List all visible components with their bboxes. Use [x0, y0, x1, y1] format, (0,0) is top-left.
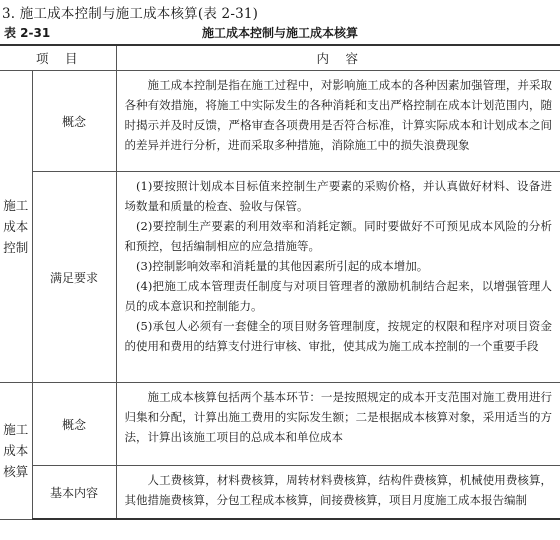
requirement-item: (5)承包人必须有一套健全的项目财务管理制度，按规定的权限和程序对项目资金的使用和费用的结算支付进行审核、审批，使其成为施工成本控制的一个重要手段: [124, 319, 553, 353]
category-accounting: [0, 383, 32, 520]
requirement-item: (4)把施工成本管理责任制度与对项目管理者的激励机制结合起来，以增强管理人员的成本意识和控制能力。: [124, 279, 553, 313]
requirement-item: (3)控制影响效率和消耗量的其他因素所引起的成本增加。: [136, 259, 429, 273]
control-concept-cell: [116, 71, 560, 172]
category-control: [0, 71, 32, 383]
control-requirements-cell: [116, 172, 560, 383]
cost-table: [0, 44, 560, 520]
control-concept-text: 施工成本控制是指在施工过程中，对影响施工成本的各种因素加强管理，并采取各种有效措施，将施工中实际发生的各种消耗和支出严格控制在成本计划范围内，随时揭示并及时反馈，严格审查各项费用是否符合标准，计算实际成本和计划成本之间的差异并进行分析，进而采取多种措施，消除施工中的损失浪费现象: [124, 78, 553, 152]
accounting-basic-text: 人工费核算，材料费核算，周转材料费核算，结构件费核算，机械使用费核算，其他措施费核算，分包工程成本核算，间接费核算，项目月度施工成本报告编制: [124, 473, 553, 507]
control-concept-label: 概念: [32, 71, 116, 172]
requirement-item: (1)要按照计划成本目标值来控制生产要素的采购价格，并认真做好材料、设备进场数量和质量的检查、验收与保管。: [124, 179, 553, 213]
table-row: [0, 466, 560, 520]
table-row: [0, 383, 560, 466]
accounting-concept-text: 施工成本核算包括两个基本环节：一是按照规定的成本开支范围对施工费用进行归集和分配，计算出施工费用的实际发生额；二是根据成本核算对象，采用适当的方法，计算出该施工项目的总成本和单位成本: [124, 390, 553, 444]
control-requirements-label: 满足要求: [32, 172, 116, 383]
accounting-concept-cell: [116, 383, 560, 466]
accounting-basic-cell: [116, 466, 560, 520]
requirement-item: (2)要控制生产要素的利用效率和消耗定额。同时要做好不可预见成本风险的分析和预控，包括编制相应的应急措施等。: [124, 219, 553, 253]
category-accounting-label: 施工成本核算: [3, 422, 29, 480]
header-item: 项 目: [0, 45, 116, 71]
table-number: 表 2-31: [4, 26, 51, 40]
table-row: [0, 172, 560, 383]
category-control-label: 施工成本控制: [3, 198, 29, 255]
accounting-concept-label: 概念: [32, 383, 116, 466]
table-header-row: [0, 45, 560, 71]
accounting-basic-label: 基本内容: [32, 466, 116, 520]
table-caption: 施工成本控制与施工成本核算: [201, 26, 358, 40]
table-row: [0, 71, 560, 172]
header-content: 内 容: [116, 45, 560, 71]
section-title: 3. 施工成本控制与施工成本核算(表 2-31): [2, 6, 259, 22]
